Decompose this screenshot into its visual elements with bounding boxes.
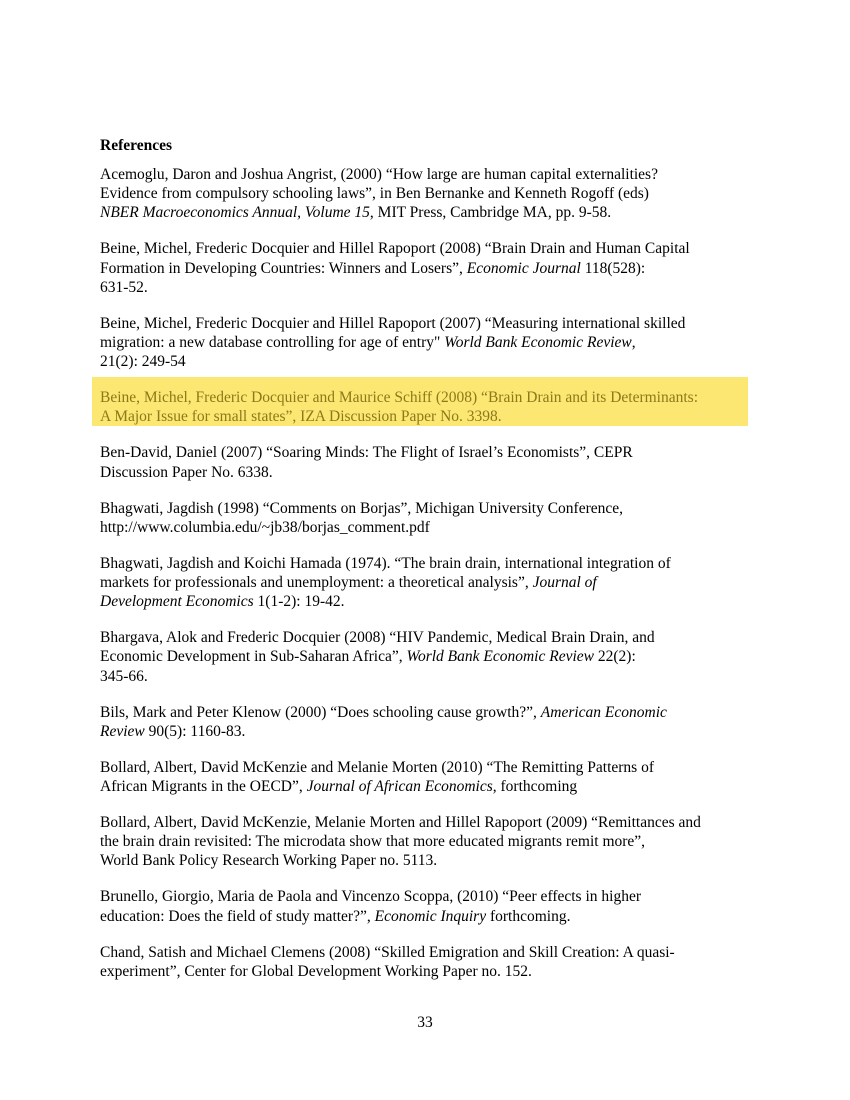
text-segment: Beine, Michel, Frederic Docquier and Hillel Rapoport (2008) “Brain Drain and Human Capital [100, 240, 690, 258]
text-segment: experiment”, Center for Global Development Working Paper no. 152. [100, 962, 532, 980]
reference-line [100, 184, 752, 203]
reference-entry-highlighted [100, 388, 752, 426]
text-segment: Bhagwati, Jagdish (1998) “Comments on Borjas”, Michigan University Conference, [100, 499, 624, 517]
section-heading: References [100, 137, 173, 154]
reference-line [100, 239, 752, 258]
text-segment: the brain drain revisited: The microdata show that more educated migrants remit more”, [100, 833, 646, 851]
reference-line [100, 573, 752, 592]
reference-line [100, 628, 752, 647]
italic-text: Economic Journal [466, 259, 581, 277]
reference-line [100, 499, 752, 518]
reference-line [100, 388, 752, 407]
reference-entry [100, 703, 752, 741]
reference-entry [100, 239, 752, 297]
text-segment: 21(2): 249-54 [100, 353, 186, 371]
text-segment: 22(2): [594, 648, 636, 666]
text-segment: Bhargava, Alok and Frederic Docquier (2008) “HIV Pandemic, Medical Brain Drain, and [100, 629, 655, 647]
reference-line [100, 352, 752, 371]
reference-entry [100, 443, 752, 481]
text-segment: Beine, Michel, Frederic Docquier and Hillel Rapoport (2007) “Measuring international skilled [100, 314, 686, 332]
text-segment: 118(528): [580, 259, 646, 277]
reference-entry [100, 628, 752, 686]
text-segment: Beine, Michel, Frederic Docquier and Maurice Schiff (2008) “Brain Drain and its Determinants: [100, 389, 698, 407]
reference-entry [100, 314, 752, 372]
italic-text: NBER Macroeconomics Annual, Volume 15 [100, 204, 370, 222]
reference-line [100, 667, 752, 686]
reference-line [100, 703, 752, 722]
text-segment: Evidence from compulsory schooling laws”, in Ben Bernanke and Kenneth Rogoff (eds) [100, 185, 649, 203]
italic-text: Economic Inquiry [374, 907, 487, 925]
reference-line [100, 647, 752, 666]
text-segment: Bils, Mark and Peter Klenow (2000) “Does schooling cause growth?”, [100, 703, 541, 721]
reference-entry [100, 887, 752, 925]
text-segment: 631-52. [100, 278, 148, 296]
reference-line [100, 518, 752, 537]
text-segment: World Bank Policy Research Working Paper no. 5113. [100, 852, 438, 870]
text-segment: Bhagwati, Jagdish and Koichi Hamada (1974). “The brain drain, international integration of [100, 554, 671, 572]
text-segment: migration: a new database controlling for age of entry" [100, 334, 445, 352]
text-segment: , [631, 334, 636, 352]
reference-entry [100, 554, 752, 612]
reference-line [100, 407, 752, 426]
reference-line [100, 851, 752, 870]
reference-entry [100, 165, 752, 223]
reference-line [100, 203, 752, 222]
reference-line [100, 777, 752, 796]
page-number: 33 [417, 1014, 433, 1031]
reference-entry [100, 758, 752, 796]
reference-line [100, 554, 752, 573]
text-segment: markets for professionals and unemployment: a theoretical analysis”, [100, 574, 533, 592]
text-segment: 90(5): 1160-83. [144, 722, 246, 740]
reference-line [100, 333, 752, 352]
reference-line [100, 887, 752, 906]
reference-line [100, 758, 752, 777]
italic-text: World Bank Economic Review [444, 334, 632, 352]
text-segment: African Migrants in the OECD”, [100, 778, 307, 796]
reference-line [100, 722, 752, 741]
italic-text: Review [100, 722, 145, 740]
text-segment: Acemoglu, Daron and Joshua Angrist, (2000) “How large are human capital externalities? [100, 166, 658, 183]
text-segment: Brunello, Giorgio, Maria de Paola and Vincenzo Scoppa, (2010) “Peer effects in higher [100, 888, 641, 906]
text-segment: Ben-David, Daniel (2007) “Soaring Minds: The Flight of Israel’s Economists”, CEPR [100, 444, 633, 462]
italic-text: Journal of African Economics [306, 778, 493, 796]
text-segment: Discussion Paper No. 6338. [100, 463, 273, 481]
reference-line [100, 592, 752, 611]
text-segment: forthcoming. [486, 907, 571, 925]
reference-list [100, 165, 752, 998]
reference-entry [100, 943, 752, 981]
text-segment: , forthcoming [492, 778, 578, 796]
italic-text: World Bank Economic Review [406, 648, 594, 666]
reference-line [100, 278, 752, 297]
reference-line [100, 165, 752, 184]
reference-line [100, 832, 752, 851]
reference-line [100, 962, 752, 981]
reference-entry [100, 813, 752, 871]
italic-text: Journal of [532, 574, 597, 592]
text-segment: Formation in Developing Countries: Winners and Losers”, [100, 259, 467, 277]
text-segment: 1(1-2): 19-42. [253, 593, 345, 611]
text-segment: http://www.columbia.edu/~jb38/borjas_comment.pdf [100, 518, 430, 536]
italic-text: American Economic [540, 703, 667, 721]
text-segment: Bollard, Albert, David McKenzie and Melanie Morten (2010) “The Remitting Patterns of [100, 758, 654, 776]
text-segment: A Major Issue for small states”, IZA Discussion Paper No. 3398. [100, 408, 502, 426]
reference-line [100, 259, 752, 278]
text-segment: education: Does the field of study matter?”, [100, 907, 375, 925]
text-segment: 345-66. [100, 667, 148, 685]
reference-line [100, 463, 752, 482]
text-segment: , MIT Press, Cambridge MA, pp. 9-58. [369, 204, 612, 222]
reference-line [100, 443, 752, 462]
reference-line [100, 813, 752, 832]
text-segment: Chand, Satish and Michael Clemens (2008) “Skilled Emigration and Skill Creation: A quasi- [100, 943, 675, 961]
reference-line [100, 943, 752, 962]
reference-entry [100, 499, 752, 537]
text-segment: Economic Development in Sub-Saharan Africa”, [100, 648, 407, 666]
italic-text: Development Economics [100, 593, 254, 611]
text-segment: Bollard, Albert, David McKenzie, Melanie Morten and Hillel Rapoport (2009) “Remittances and [100, 814, 701, 832]
reference-line [100, 907, 752, 926]
reference-line [100, 314, 752, 333]
